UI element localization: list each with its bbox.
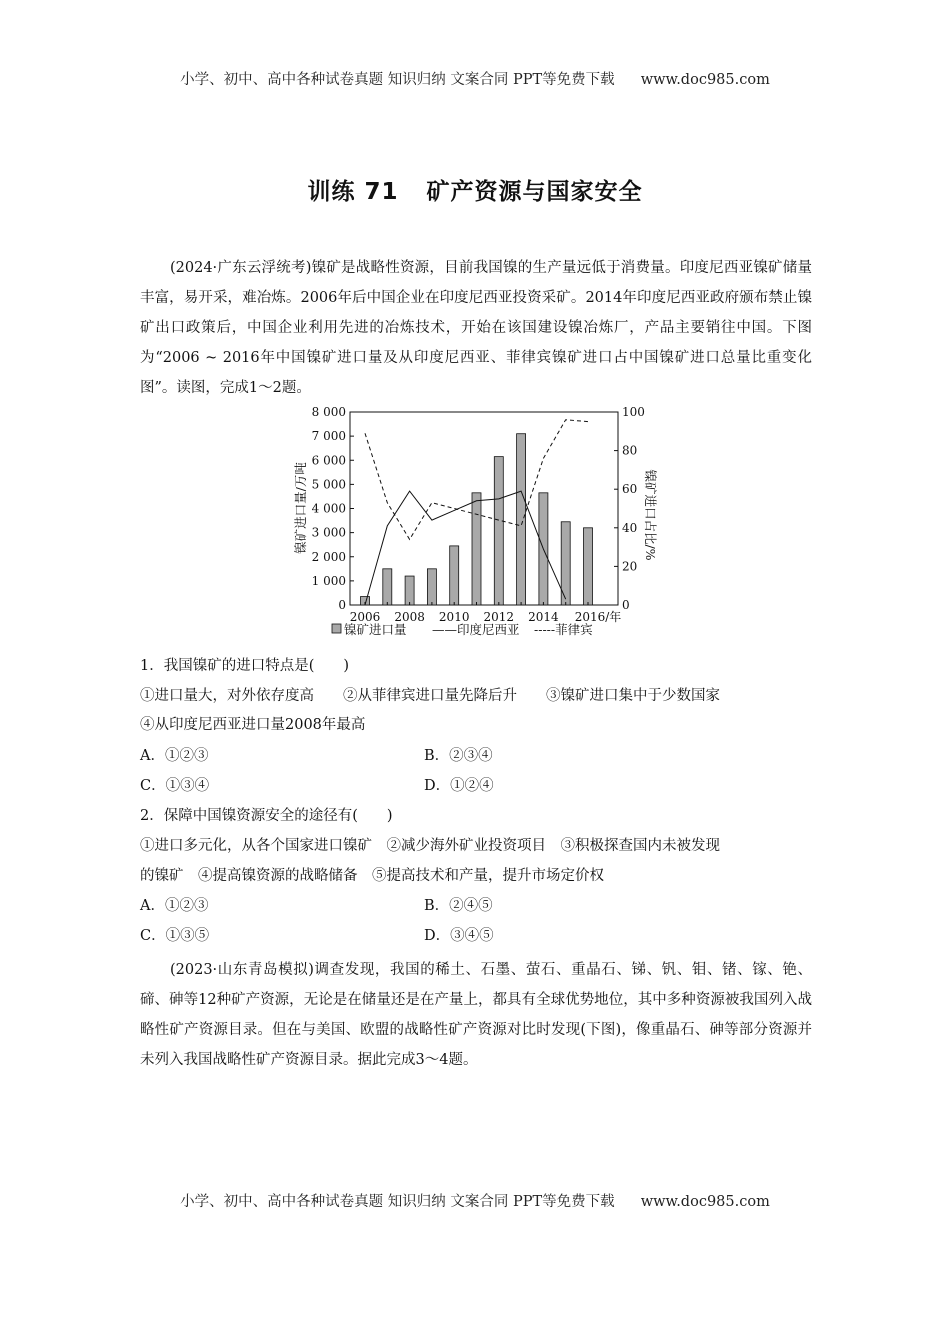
q2-option-a[interactable]: A．①②③ [140,898,209,914]
right-axis-ticks [614,405,645,612]
page-footer [0,1190,950,1211]
indonesia-share-line [365,491,566,605]
passage-nickel-text: (2024·广东云浮统考)镍矿是战略性资源，目前我国镍的生产量远低于消费量。印度尼西亚镍矿储量丰富，易开采，难冶炼。2006年后中国企业在印度尼西亚投资采矿。2014年印度尼西亚政府颁布禁止镍矿出口政策后，中国企业利用先进的冶炼技术，开始在该国建设镍冶炼厂，产品主要销往中国。下图为“2006 ~ 2016年中国镍矿进口量及从印度尼西亚、菲律宾镍矿进口占中国镍矿进口总量比重变化图”。读图，完成1～2题。 [140,260,812,396]
import-bar [494,457,503,605]
left-tick-label: 0 [338,598,346,612]
import-bar [427,569,436,605]
footer-text: 小学、初中、高中各种试卷真题 知识归纳 文案合同 PPT等免费下载 [180,1194,615,1210]
question-2-options-row1 [140,891,820,921]
left-tick-label: 8 000 [311,405,346,419]
q2-option-d[interactable]: D．③④⑤ [424,928,494,944]
legend-philippines-label: -----菲律宾 [534,622,593,637]
page-title [0,173,950,206]
question-2-options-row2 [140,921,820,951]
import-bar [450,546,459,605]
title-text: 矿产资源与国家安全 [426,179,643,205]
question-1-options-row1 [140,741,820,771]
left-tick-label: 4 000 [311,501,346,516]
header-url: www.doc985.com [640,72,770,88]
question-2-statements-line2: 的镍矿 ④提高镍资源的战略储备 ⑤提高技术和产量，提升市场定价权 [140,868,604,884]
left-tick-label: 7 000 [311,429,346,444]
left-axis-ticks [312,405,354,612]
question-1-options-row2 [140,771,820,801]
passage-nickel [140,253,812,403]
q1-option-c[interactable]: C．①③④ [140,778,210,794]
question-1-statements-line2: ④从印度尼西亚进口量2008年最高 [140,717,366,733]
q1-option-b[interactable]: B．②③④ [424,748,493,764]
x-tick-label: 2008 [394,610,425,624]
question-1-stem: 1．我国镍矿的进口特点是( ) [140,658,350,674]
right-tick-label: 40 [622,520,638,535]
question-2-stem: 2．保障中国镍资源安全的途径有( ) [140,808,393,824]
footer-url: www.doc985.com [640,1194,770,1210]
x-tick-label: 2010 [438,610,470,624]
import-bar [472,493,481,605]
x-tick-label: 2016/年 [574,610,622,624]
title-number: 训练 71 [307,179,399,205]
question-2-statements-line1: ①进口多元化，从各个国家进口镍矿 ②减少海外矿业投资项目 ③积极探查国内未被发现 [140,838,720,854]
left-tick-label: 2 000 [311,549,346,564]
q1-option-d[interactable]: D．①②④ [424,778,494,794]
q2-option-b[interactable]: B．②④⑤ [424,898,493,914]
legend-bar-swatch [332,624,341,633]
q1-option-a[interactable]: A．①②③ [140,748,209,764]
right-tick-label: 0 [622,598,630,612]
import-volume-bars [361,434,593,605]
left-tick-label: 5 000 [311,477,346,492]
right-tick-label: 20 [622,559,638,574]
x-tick-label: 2014 [528,610,559,624]
right-tick-label: 100 [622,405,645,419]
legend-indonesia-label: ——印度尼西亚 [432,622,520,637]
x-tick-label: 2006 [349,610,381,624]
page-header [0,68,950,89]
import-bar [383,569,392,605]
legend-bar-label: 镍矿进口量 [344,622,407,637]
x-tick-label: 2012 [483,610,515,624]
passage-minerals [140,955,812,1075]
right-tick-label: 60 [622,482,638,497]
import-bar [517,434,526,605]
right-axis-label: 镍矿进口占比/% [643,469,658,561]
legend [332,622,593,637]
left-tick-label: 3 000 [311,525,346,540]
left-tick-label: 1 000 [311,573,346,588]
nickel-import-chart [288,400,668,646]
import-bar [405,576,414,605]
left-tick-label: 6 000 [311,453,346,468]
q2-option-c[interactable]: C．①③⑤ [140,928,210,944]
import-bar [584,528,593,605]
right-tick-label: 80 [622,443,638,458]
header-text: 小学、初中、高中各种试卷真题 知识归纳 文案合同 PPT等免费下载 [180,72,615,88]
left-axis-label: 镍矿进口量/万吨 [293,462,308,554]
question-1-statements-line1: ①进口量大，对外依存度高 ②从菲律宾进口量先降后升 ③镍矿进口集中于少数国家 [140,688,720,704]
passage-minerals-text: (2023·山东青岛模拟)调查发现，我国的稀土、石墨、萤石、重晶石、锑、钒、钼、锗、镓、铯、碲、砷等12种矿产资源，无论是在储量还是在产量上，都具有全球优势地位，其中多种资源被我国列入战略性矿产资源目录。但在与美国、欧盟的战略性矿产资源对比时发现(下图)，像重晶石、砷等部分资源并未列入我国战略性矿产资源目录。据此完成3～4题。 [140,962,812,1068]
